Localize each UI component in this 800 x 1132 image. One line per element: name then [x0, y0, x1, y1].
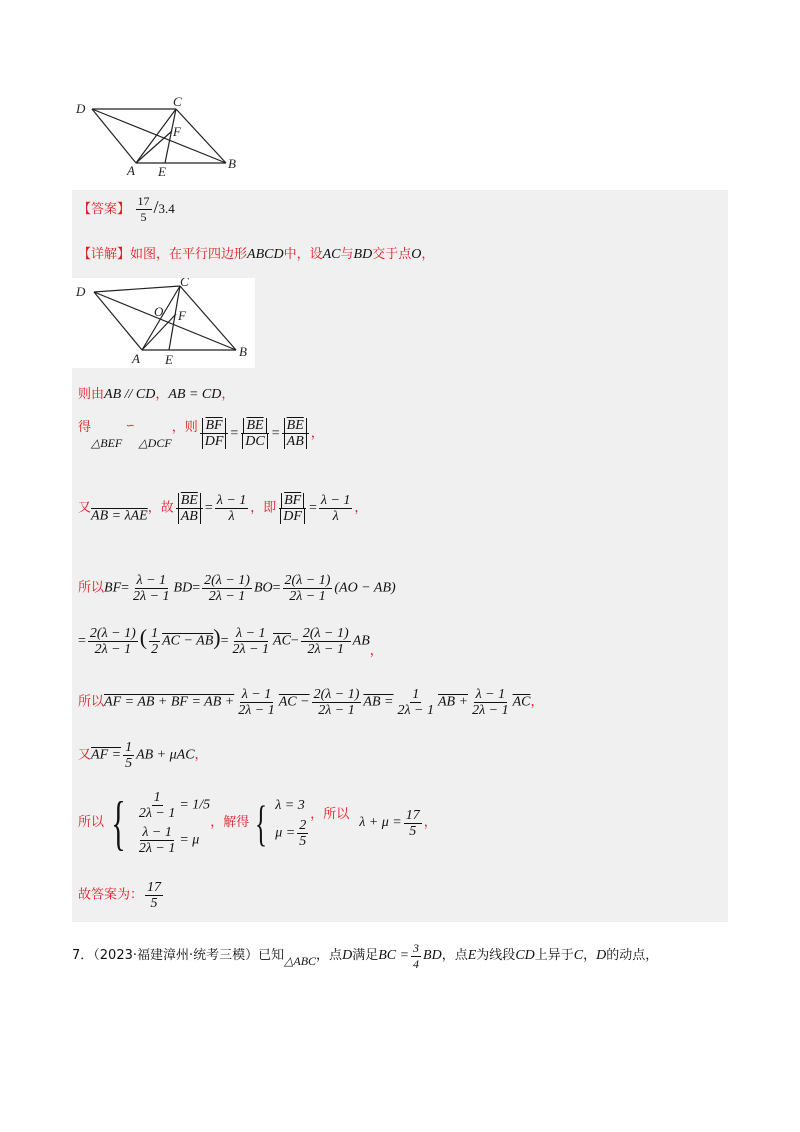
label-b: B — [228, 156, 236, 171]
label-f: F — [178, 308, 186, 323]
edge-cb — [176, 109, 226, 163]
solution-line-1: 则由AB // CD，AB = CD， — [78, 387, 235, 402]
solution-line-5: = $\frac{2(\lambda - 1)}{2\lambda - 1}$ ( $\frac{1}{2}$ AC − AB)= $\frac{\lambda - 1}{2\lambda - 1}$ $\overline{AC}-$ $\frac{2(\lambda - 1)}{2\lambda - 1}$ AB， — [78, 624, 383, 659]
edge-cb — [180, 286, 236, 350]
label-c: C — [173, 95, 182, 109]
solution-line-3: 又AB = λAE，故 $\frac{\overline{BE}}{AB}$ = $\frac{\lambda - 1}{\lambda}$ ，即 $\frac{\overline{BF}}{DF}$ = $\frac{\lambda - 1}{\lambda}$ ， — [78, 493, 368, 524]
seg-af — [142, 314, 176, 350]
solution-system: λ = 3 μ = $\frac{2}{5}$ — [275, 797, 307, 849]
edge-dc — [94, 286, 180, 292]
label-f: F — [173, 124, 181, 139]
diag-db — [94, 292, 236, 350]
answer-line — [78, 192, 175, 225]
solution-line-4: 所以BF= $\frac{\lambda - 1}{2\lambda - 1}$ BD= $\frac{2(\lambda - 1)}{2\lambda - 1}$ BO= $\frac{2(\lambda - 1)}{2\lambda - 1}$ (AO − AB) — [78, 573, 396, 604]
answer-decimal: 3.4 — [158, 201, 175, 216]
solution-panel — [72, 190, 728, 922]
label-a: A — [127, 163, 135, 178]
question-7: 7．（2023·福建漳州·统考三模）已知△ABC，点D满足BC = $\frac{3}{4}$ BD，点E为线段CD上异于C，D的动点， — [72, 940, 659, 971]
label-b: B — [239, 344, 247, 359]
solution-line-7: 又AF = $\frac{1}{5}$ AB + μAC， — [78, 740, 208, 771]
seg-af — [136, 131, 172, 163]
detail-tag: 【详解】 — [78, 247, 131, 262]
edge-da — [92, 109, 136, 163]
label-d: D — [76, 284, 86, 299]
diag-db — [92, 109, 226, 163]
solution-line-2: 得△BEF ∽ △DCF，则 $\frac{\overline{BF}}{DF}$ = $\frac{\overline{BE}}{DC}$ = $\frac{\overline{BE}}{AB}$ ， — [78, 418, 324, 450]
label-o: O — [154, 304, 164, 319]
label-c: C — [180, 278, 189, 289]
solution-line-8: 所以 { $\frac{1}{2\lambda - 1}$ = 1/5 $\frac{\lambda - 1}{2\lambda - 1}$ = μ ，解得 { λ = 3 μ = $\frac{2}{5}$ ，所以λ + μ = $\frac{17}{5}$ ， — [78, 790, 437, 856]
answer-fraction: $\frac{17}{5}$ — [137, 194, 150, 225]
geometry-figure-2 — [72, 278, 255, 368]
solution-line-6: 所以AF = AB + BF = AB + $\frac{\lambda - 1}{2\lambda - 1}$ AC − $\frac{2(\lambda - 1)}{2\lambda - 1}$ AB = $\frac{1}{2\lambda - 1}$ AB + $\frac{\lambda - 1}{2\lambda - 1}$ $\overline{AC}$， — [78, 687, 544, 718]
label-d: D — [76, 101, 86, 116]
label-e: E — [158, 164, 166, 179]
detail-line: 【详解】如图，在平行四边形ABCD中，设AC与BD交于点O， — [78, 247, 435, 262]
answer-tag: 【答案】 — [78, 202, 131, 217]
final-answer-line: 故答案为： $\frac{17}{5}$ — [78, 880, 162, 911]
answer-slash: / — [153, 197, 159, 217]
equation-system: $\frac{1}{2\lambda - 1}$ = 1/5 $\frac{\lambda - 1}{2\lambda - 1}$ = μ — [138, 790, 211, 856]
label-a: A — [132, 351, 140, 366]
label-e: E — [165, 352, 173, 367]
geometry-figure-1 — [72, 95, 247, 180]
edge-da — [94, 292, 142, 350]
